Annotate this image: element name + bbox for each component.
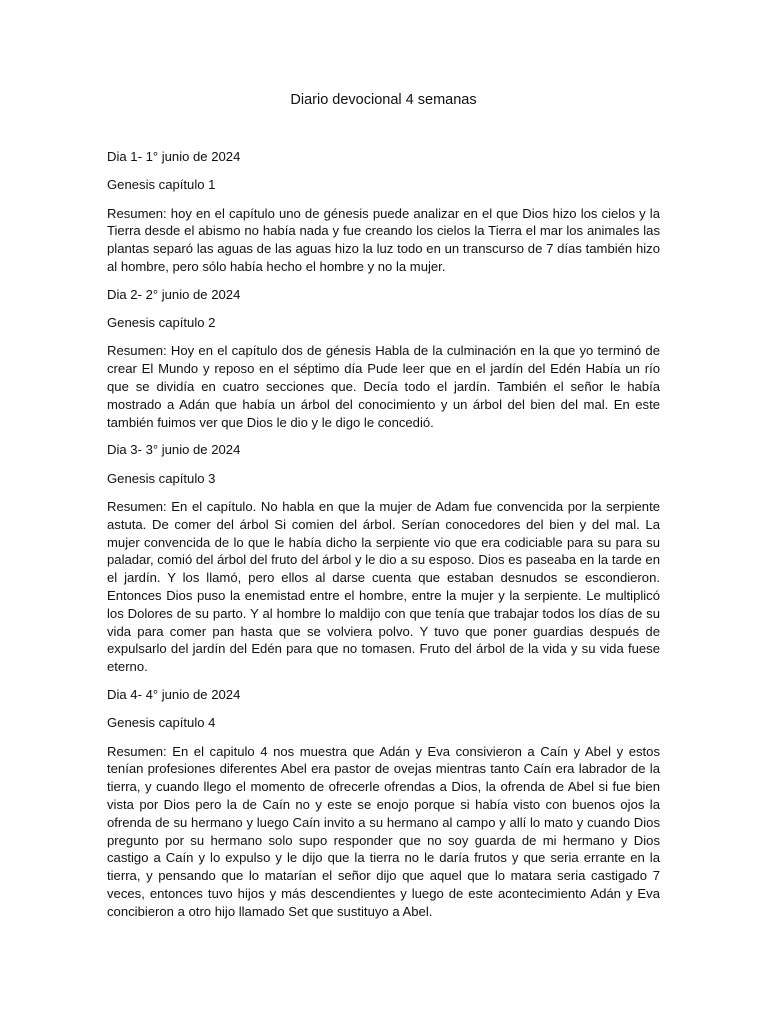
document-title: Diario devocional 4 semanas [290, 92, 477, 108]
entry-summary: Resumen: Hoy en el capítulo dos de génesis Habla de la culminación en la que yo terminó de crear El Mundo y reposo en el séptimo día Pude leer que en el jardín del Edén Había un río que se dividía en cuatro secciones que. Decía todo el jardín. También el señor le había mostrado a Adán que había un árbol del conocimiento y un árbol del bien del mal. En este también fuimos ver que Dios le dio y le digo le concedió. [107, 343, 660, 430]
entry-date: Dia 2- 2° junio de 2024 [107, 286, 241, 302]
entry-date: Dia 1- 1° junio de 2024 [107, 149, 241, 164]
entry-day-1 [107, 148, 660, 276]
entry-day-4 [107, 686, 660, 921]
entry-summary: Resumen: En el capitulo 4 nos muestra que Adán y Eva consivieron a Caín y Abel y estos tenían profesiones diferentes Abel era pastor de ovejas mientras tanto Caín era labrador de la tierra, y cuando llego el momento de ofrecerle ofrendas a Dios, la ofrenda de Abel si fue bien vista por Dios pero la de Caín no y este se enojo porque si había visto con buenos ojos la ofrenda de su hermano y luego Caín invito a su hermano al campo y allí lo mato y cuando Dios pregunto por su hermano solo supo responder que no soy guarda de mi hermano y Dios castigo a Caín y lo expulso y le dijo que la tierra no le daría frutos y que seria errante en la tierra, y pensando que lo matarían el señor dijo que aquel que lo matara seria castigado 7 veces, entonces tuvo hijos y más descendientes y luego de este acontecimiento Adán y Eva concibieron a otro hijo llamado Set que sustituyo a Abel. [107, 743, 660, 919]
entry-chapter: Genesis capítulo 3 [107, 470, 216, 486]
entry-chapter: Genesis capítulo 2 [107, 315, 216, 331]
entry-chapter: Genesis capítulo 4 [107, 715, 216, 731]
entry-date: Dia 4- 4° junio de 2024 [107, 686, 241, 702]
entry-summary: Resumen: En el capítulo. No habla en que la mujer de Adam fue convencida por la serpiente astuta. De comer del árbol Si comien del árbol. Serían conocedores del bien y del mal. La mujer convencida de lo que le había dicho la serpiente vio que era codiciable para su para su paladar, comió del árbol del fruto del árbol y le dio a su esposo. Dios es paseaba en la tarde en el jardín. Y los llamó, pero ellos al darse cuenta que estaban desnudos se escondieron. Entonces Dios puso la enemistad entre el hombre, entre la mujer y la serpiente. Le multiplicó los Dolores de su parto. Y al hombre lo maldijo con que tenía que trabajar todos los días de su vida para comer pan hasta que se volviera polvo. Y tuvo que poner guardias después de expulsarlo del jardín del Edén para que no tomasen. Fruto del árbol de la vida y su vida fuese eterno. [107, 498, 660, 675]
entry-date: Dia 3- 3° junio de 2024 [107, 442, 241, 458]
entry-day-2 [107, 286, 660, 432]
entry-summary: Resumen: hoy en el capítulo uno de génesis puede analizar en el que Dios hizo los cielos y la Tierra desde el abismo no había nada y fue creando los cielos la Tierra el mar los animales las plantas separó las aguas de las aguas hizo la luz todo en un transcurso de 7 días también hizo al hombre, pero sólo había hecho el hombre y no la mujer. [107, 205, 660, 274]
document-body [107, 88, 660, 930]
entry-chapter: Genesis capítulo 1 [107, 177, 216, 193]
entry-day-3 [107, 441, 660, 676]
